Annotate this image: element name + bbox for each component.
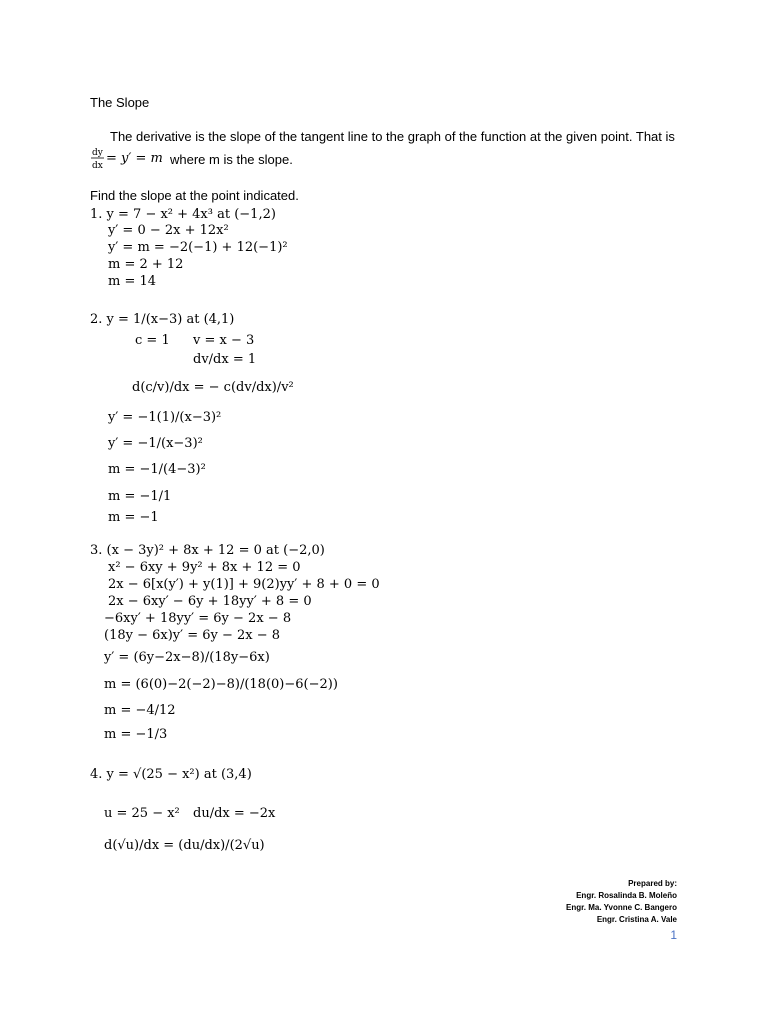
p1-line-1: 1. y = 7 − x² + 4x³ at (−1,2) bbox=[90, 207, 276, 222]
p2-c: c = 1 bbox=[135, 333, 170, 348]
p2-line-6: y′ = −1(1)/(x−3)² bbox=[108, 410, 222, 425]
author-3: Engr. Cristina A. Vale bbox=[596, 915, 677, 924]
p1-line-2: y′ = 0 − 2x + 12x² bbox=[108, 223, 229, 238]
p2-line-9: m = −1/1 bbox=[108, 489, 172, 504]
p2-quotient-rule: d(c/v)/dx = − c(dv/dx)/v² bbox=[132, 380, 294, 395]
p4-line-1: 4. y = √(25 − x²) at (3,4) bbox=[90, 767, 252, 782]
p3-line-6: (18y − 6x)y′ = 6y − 2x − 8 bbox=[104, 628, 281, 643]
p3-line-5: −6xy′ + 18yy′ = 6y − 2x − 8 bbox=[104, 611, 292, 626]
p2-line-10: m = −1 bbox=[108, 510, 159, 525]
p2-line-7: y′ = −1/(x−3)² bbox=[108, 436, 203, 451]
intro-tail: where m is the slope. bbox=[170, 152, 293, 167]
p4-u: u = 25 − x² bbox=[104, 806, 180, 821]
svg-text:dy: dy bbox=[92, 148, 103, 158]
p4-chain-rule: d(√u)/dx = (du/dx)/(2√u) bbox=[104, 838, 265, 853]
p2-line-8: m = −1/(4−3)² bbox=[108, 462, 206, 477]
author-1: Engr. Rosalinda B. Moleño bbox=[576, 891, 677, 900]
author-2: Engr. Ma. Yvonne C. Bangero bbox=[566, 903, 677, 912]
instruction: Find the slope at the point indicated. bbox=[90, 188, 299, 203]
p1-line-5: m = 14 bbox=[108, 274, 157, 289]
p3-line-4: 2x − 6xy′ − 6y + 18yy′ + 8 = 0 bbox=[108, 594, 312, 609]
p1-line-4: m = 2 + 12 bbox=[108, 257, 184, 272]
p2-v: v = x − 3 bbox=[193, 333, 255, 348]
p3-line-9: m = −4/12 bbox=[104, 703, 176, 718]
p4-dudx: du/dx = −2x bbox=[193, 806, 276, 821]
p3-line-2: x² − 6xy + 9y² + 8x + 12 = 0 bbox=[108, 560, 301, 575]
svg-text:dx: dx bbox=[92, 161, 103, 170]
p3-line-7: y′ = (6y−2x−8)/(18y−6x) bbox=[104, 650, 270, 665]
p1-line-3: y′ = m = −2(−1) + 12(−1)² bbox=[108, 240, 288, 255]
p2-line-1: 2. y = 1/(x−3) at (4,1) bbox=[90, 312, 235, 327]
p2-dvdx: dv/dx = 1 bbox=[193, 352, 257, 367]
p3-line-3: 2x − 6[x(y′) + y(1)] + 9(2)yy′ + 8 + 0 = 0 bbox=[108, 577, 380, 592]
prepared-by: Prepared by: bbox=[628, 879, 677, 888]
page-number: 1 bbox=[670, 928, 677, 942]
p3-line-1: 3. (x − 3y)² + 8x + 12 = 0 at (−2,0) bbox=[90, 543, 325, 558]
page-title: The Slope bbox=[90, 95, 150, 110]
p3-line-8: m = (6(0)−2(−2)−8)/(18(0)−6(−2)) bbox=[104, 677, 338, 692]
p3-line-10: m = −1/3 bbox=[104, 727, 168, 742]
intro-text: The derivative is the slope of the tangent line to the graph of the function at the given point. That is bbox=[110, 129, 675, 144]
svg-text:= y′ = m: = y′ = m bbox=[106, 151, 163, 166]
